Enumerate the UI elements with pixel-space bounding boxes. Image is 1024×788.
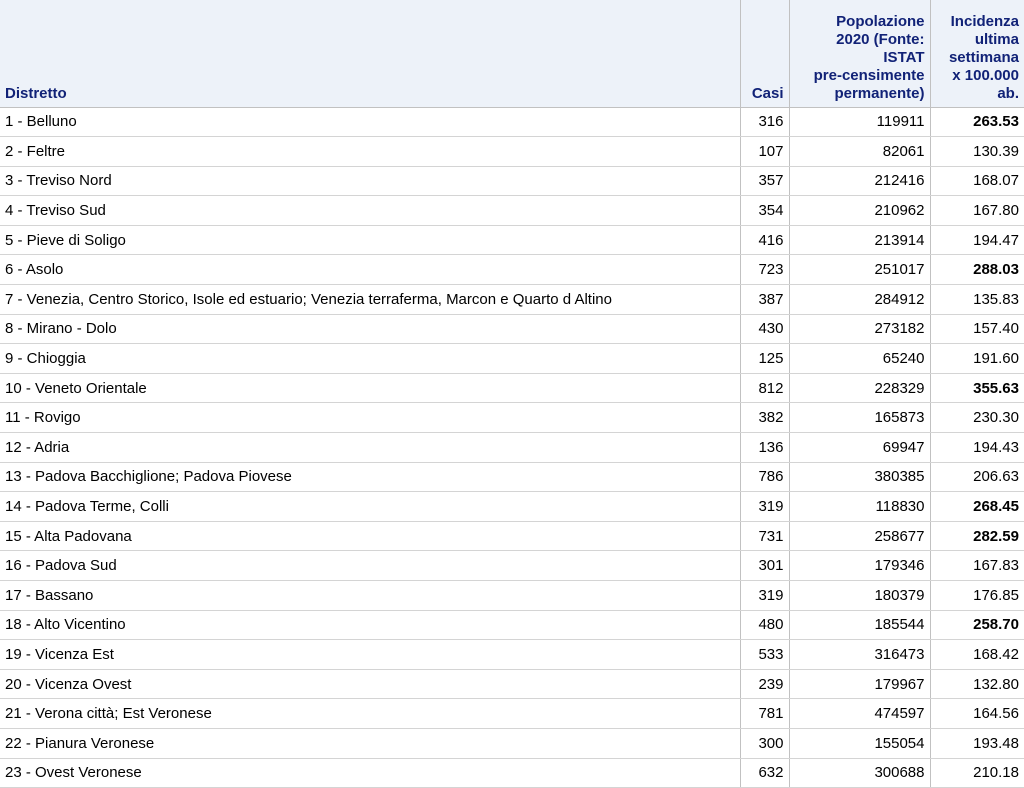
cell-incidenza: 157.40: [930, 314, 1024, 344]
cell-popolazione: 155054: [789, 728, 930, 758]
cell-distretto: 20 - Vicenza Ovest: [0, 669, 740, 699]
cell-casi: 731: [740, 521, 789, 551]
table-row: [0, 492, 1024, 522]
cell-distretto: 6 - Asolo: [0, 255, 740, 285]
table-row: [0, 314, 1024, 344]
cell-casi: 319: [740, 492, 789, 522]
cell-incidenza: 167.83: [930, 551, 1024, 581]
cell-distretto: 11 - Rovigo: [0, 403, 740, 433]
cell-incidenza: 230.30: [930, 403, 1024, 433]
cell-popolazione: 185544: [789, 610, 930, 640]
cell-popolazione: 316473: [789, 640, 930, 670]
table-row: [0, 344, 1024, 374]
cell-casi: 357: [740, 166, 789, 196]
table-row: [0, 255, 1024, 285]
cell-distretto: 8 - Mirano - Dolo: [0, 314, 740, 344]
cell-incidenza: 135.83: [930, 285, 1024, 315]
cell-distretto: 17 - Bassano: [0, 581, 740, 611]
table-row: [0, 373, 1024, 403]
cell-incidenza: 194.43: [930, 433, 1024, 463]
cell-popolazione: 179346: [789, 551, 930, 581]
cell-casi: 107: [740, 137, 789, 167]
cell-popolazione: 251017: [789, 255, 930, 285]
table-row: [0, 610, 1024, 640]
cell-popolazione: 118830: [789, 492, 930, 522]
cell-popolazione: 210962: [789, 196, 930, 226]
cell-popolazione: 380385: [789, 462, 930, 492]
cell-distretto: 4 - Treviso Sud: [0, 196, 740, 226]
table-row: [0, 640, 1024, 670]
header-distretto: Distretto: [0, 0, 740, 107]
cell-casi: 239: [740, 669, 789, 699]
cell-distretto: 23 - Ovest Veronese: [0, 758, 740, 788]
cell-casi: 430: [740, 314, 789, 344]
table-row: [0, 521, 1024, 551]
cell-incidenza: 167.80: [930, 196, 1024, 226]
cell-popolazione: 300688: [789, 758, 930, 788]
cell-popolazione: 213914: [789, 225, 930, 255]
cell-popolazione: 179967: [789, 669, 930, 699]
cell-popolazione: 258677: [789, 521, 930, 551]
cell-casi: 354: [740, 196, 789, 226]
cell-distretto: 18 - Alto Vicentino: [0, 610, 740, 640]
cell-popolazione: 180379: [789, 581, 930, 611]
cell-casi: 480: [740, 610, 789, 640]
table-row: [0, 758, 1024, 788]
cell-distretto: 10 - Veneto Orientale: [0, 373, 740, 403]
table-row: [0, 107, 1024, 137]
cell-casi: 632: [740, 758, 789, 788]
cell-casi: 533: [740, 640, 789, 670]
cell-incidenza: 258.70: [930, 610, 1024, 640]
header-incidenza: Incidenza ultima settimana x 100.000 ab.: [930, 0, 1024, 107]
cell-incidenza: 206.63: [930, 462, 1024, 492]
cell-casi: 781: [740, 699, 789, 729]
cell-popolazione: 165873: [789, 403, 930, 433]
cell-popolazione: 228329: [789, 373, 930, 403]
cell-casi: 301: [740, 551, 789, 581]
table-row: [0, 551, 1024, 581]
cell-casi: 723: [740, 255, 789, 285]
cell-incidenza: 132.80: [930, 669, 1024, 699]
table-row: [0, 225, 1024, 255]
cell-incidenza: 210.18: [930, 758, 1024, 788]
cell-distretto: 15 - Alta Padovana: [0, 521, 740, 551]
cell-incidenza: 282.59: [930, 521, 1024, 551]
cell-distretto: 3 - Treviso Nord: [0, 166, 740, 196]
cell-popolazione: 119911: [789, 107, 930, 137]
cell-popolazione: 474597: [789, 699, 930, 729]
cell-casi: 300: [740, 728, 789, 758]
cell-casi: 387: [740, 285, 789, 315]
cell-incidenza: 263.53: [930, 107, 1024, 137]
cell-incidenza: 168.42: [930, 640, 1024, 670]
table-row: [0, 699, 1024, 729]
cell-incidenza: 355.63: [930, 373, 1024, 403]
cell-incidenza: 164.56: [930, 699, 1024, 729]
header-casi: Casi: [740, 0, 789, 107]
cell-casi: 136: [740, 433, 789, 463]
cell-distretto: 14 - Padova Terme, Colli: [0, 492, 740, 522]
table-row: [0, 433, 1024, 463]
cell-casi: 316: [740, 107, 789, 137]
table-row: [0, 581, 1024, 611]
cell-casi: 786: [740, 462, 789, 492]
table-header: [0, 0, 1024, 107]
table-row: [0, 462, 1024, 492]
cell-casi: 812: [740, 373, 789, 403]
cell-incidenza: 191.60: [930, 344, 1024, 374]
header-popolazione: Popolazione 2020 (Fonte: ISTAT pre-censimente permanente): [789, 0, 930, 107]
table-row: [0, 137, 1024, 167]
cell-popolazione: 82061: [789, 137, 930, 167]
cell-casi: 416: [740, 225, 789, 255]
cell-distretto: 12 - Adria: [0, 433, 740, 463]
cell-distretto: 9 - Chioggia: [0, 344, 740, 374]
cell-incidenza: 194.47: [930, 225, 1024, 255]
cell-incidenza: 193.48: [930, 728, 1024, 758]
cell-distretto: 13 - Padova Bacchiglione; Padova Piovese: [0, 462, 740, 492]
table-body: [0, 107, 1024, 788]
cell-casi: 382: [740, 403, 789, 433]
cell-popolazione: 69947: [789, 433, 930, 463]
cell-distretto: 16 - Padova Sud: [0, 551, 740, 581]
cell-distretto: 5 - Pieve di Soligo: [0, 225, 740, 255]
table-row: [0, 196, 1024, 226]
table-row: [0, 669, 1024, 699]
cell-distretto: 1 - Belluno: [0, 107, 740, 137]
cell-popolazione: 65240: [789, 344, 930, 374]
cell-distretto: 22 - Pianura Veronese: [0, 728, 740, 758]
cell-incidenza: 288.03: [930, 255, 1024, 285]
cell-popolazione: 212416: [789, 166, 930, 196]
cell-incidenza: 268.45: [930, 492, 1024, 522]
cell-casi: 125: [740, 344, 789, 374]
cell-distretto: 21 - Verona città; Est Veronese: [0, 699, 740, 729]
cell-casi: 319: [740, 581, 789, 611]
cell-distretto: 19 - Vicenza Est: [0, 640, 740, 670]
table-row: [0, 285, 1024, 315]
cell-popolazione: 273182: [789, 314, 930, 344]
table-row: [0, 166, 1024, 196]
header-row: [0, 0, 1024, 107]
table-row: [0, 403, 1024, 433]
cell-incidenza: 168.07: [930, 166, 1024, 196]
cell-distretto: 2 - Feltre: [0, 137, 740, 167]
cell-incidenza: 130.39: [930, 137, 1024, 167]
table-row: [0, 728, 1024, 758]
cell-distretto: 7 - Venezia, Centro Storico, Isole ed estuario; Venezia terraferma, Marcon e Quarto d Altino: [0, 285, 740, 315]
cell-popolazione: 284912: [789, 285, 930, 315]
cell-incidenza: 176.85: [930, 581, 1024, 611]
